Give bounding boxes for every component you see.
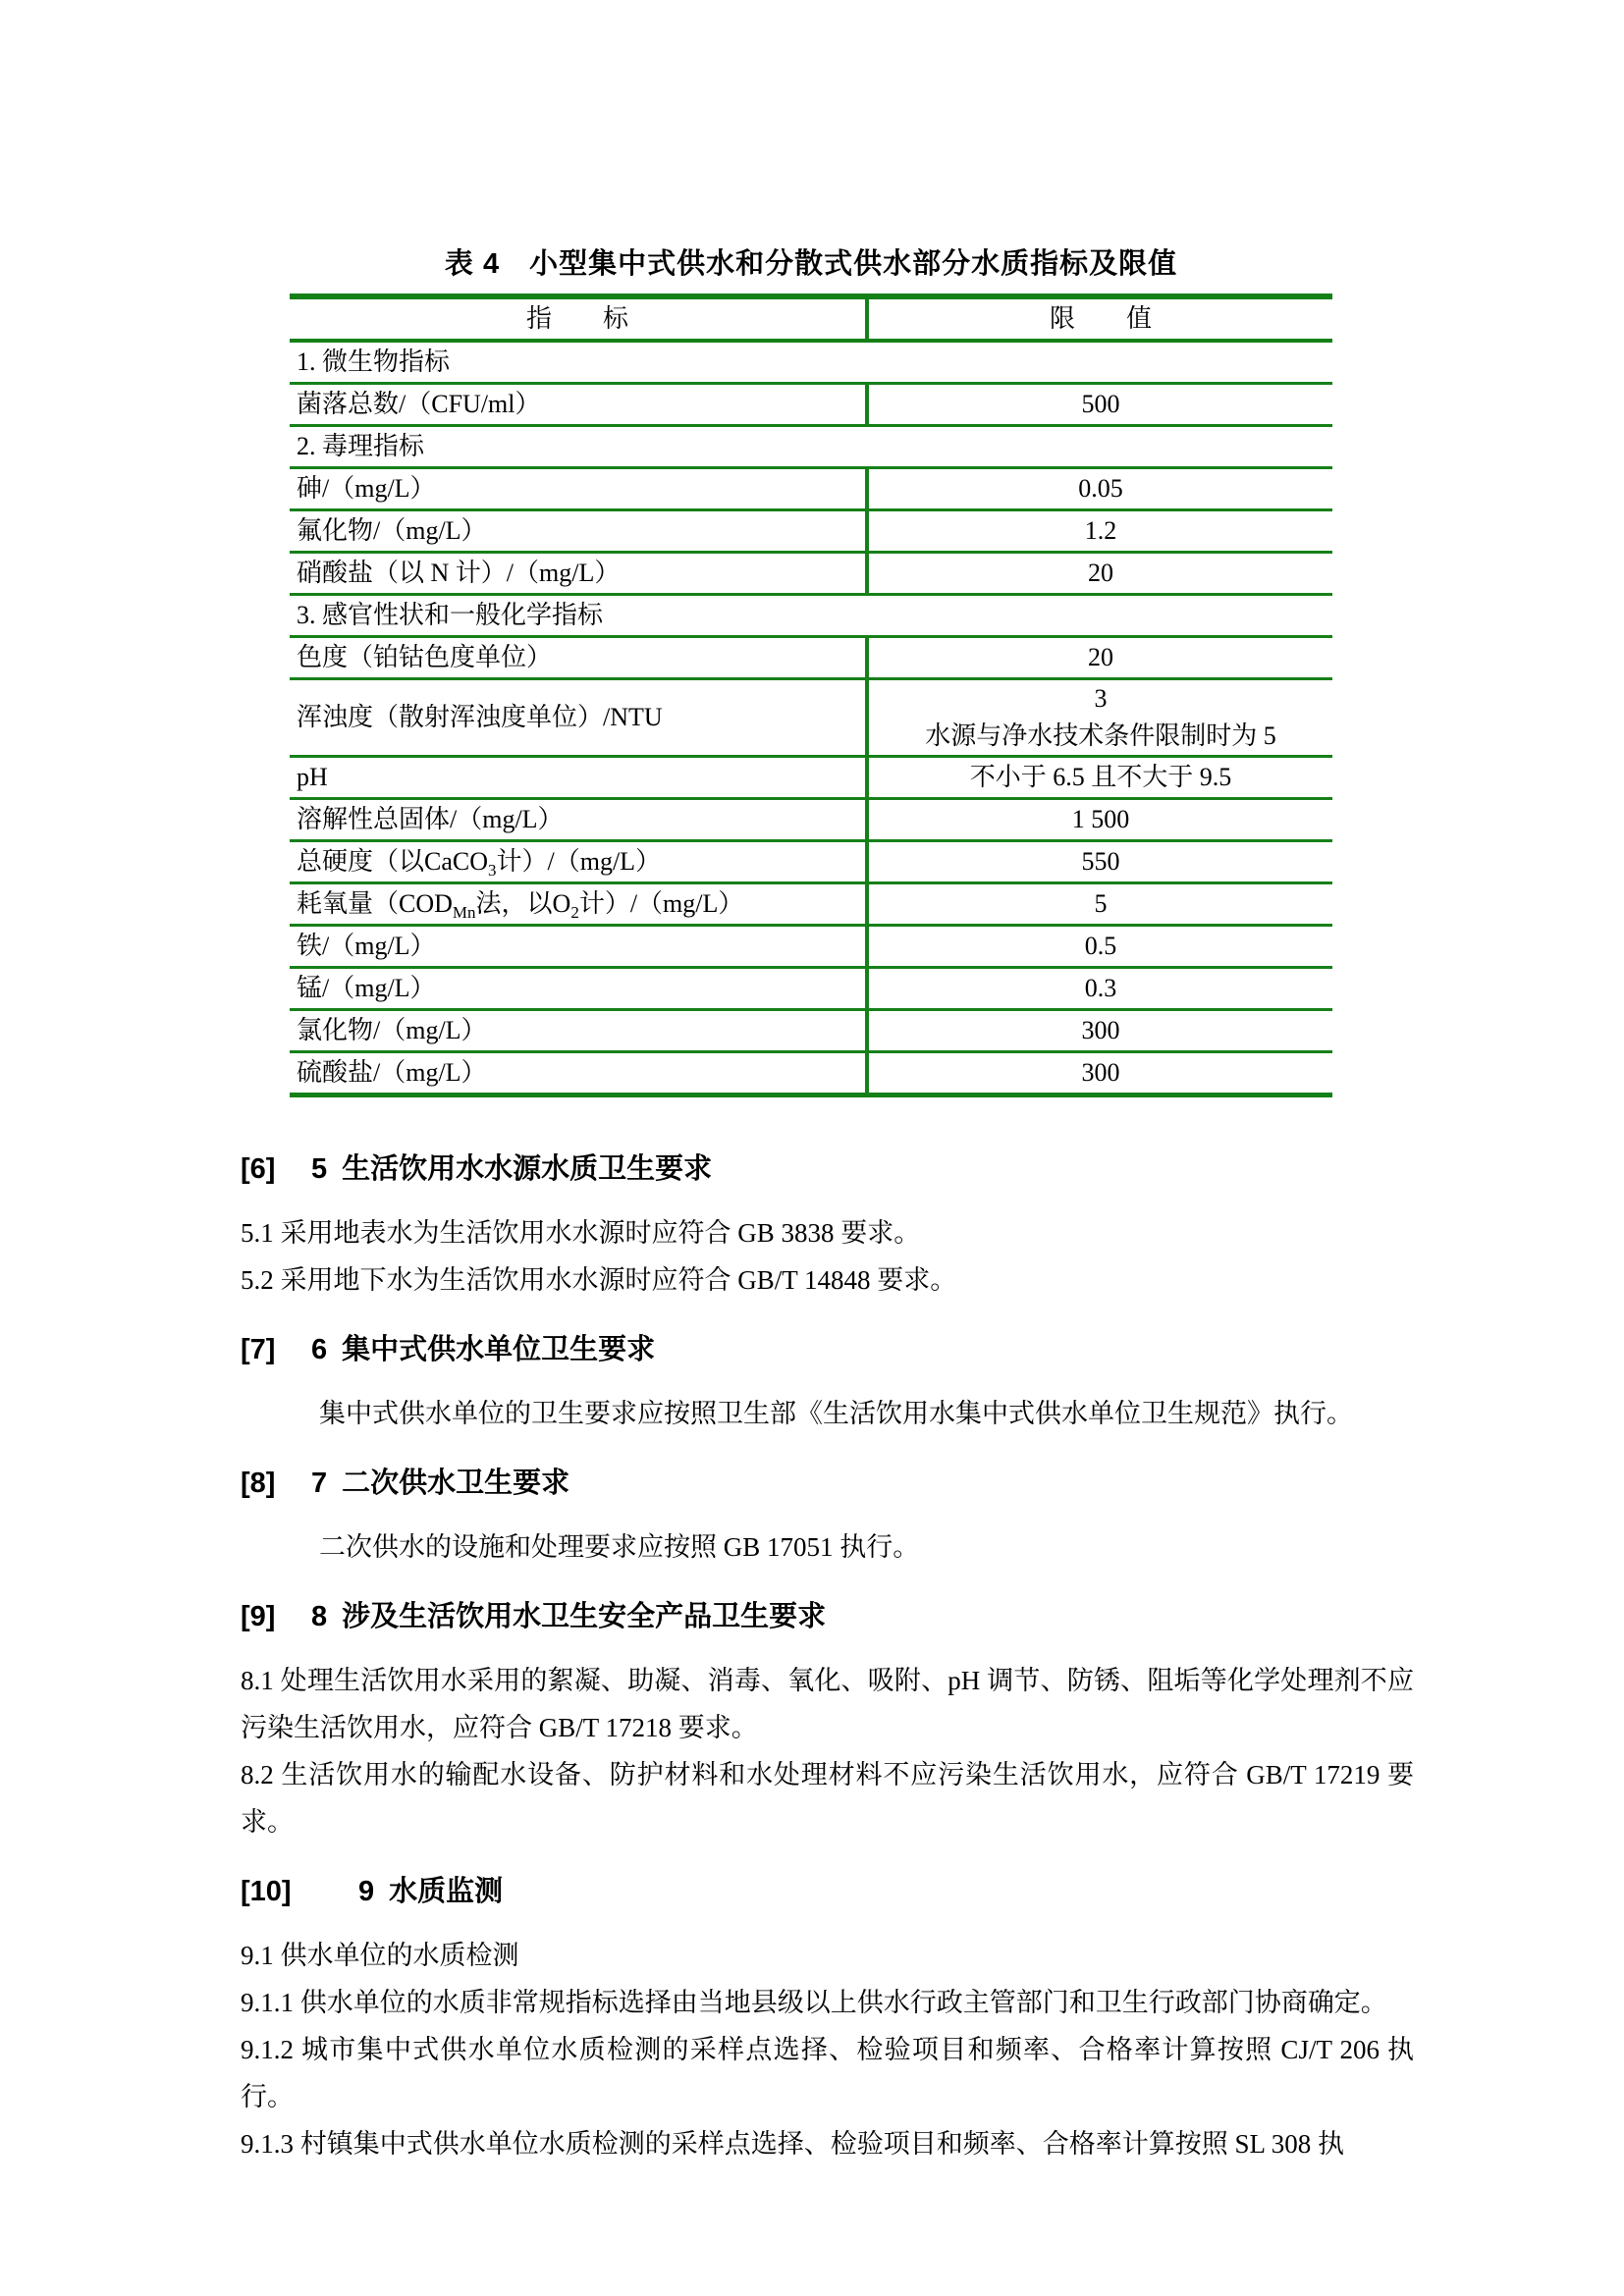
indicator-cell: 菌落总数/（CFU/ml） bbox=[290, 384, 867, 426]
table-row bbox=[290, 1052, 1332, 1095]
table-section-row bbox=[290, 595, 1332, 637]
paragraph: 二次供水的设施和处理要求应按照 GB 17051 执行。 bbox=[319, 1532, 920, 1562]
paragraph: 集中式供水单位的卫生要求应按照卫生部《生活饮用水集中式供水单位卫生规范》执行。 bbox=[319, 1399, 1353, 1428]
table-row bbox=[290, 679, 1332, 757]
section-7-body bbox=[241, 1523, 1414, 1571]
limit-cell: 1 500 bbox=[867, 799, 1332, 841]
section-6-body bbox=[241, 1390, 1414, 1437]
limit-cell: 300 bbox=[867, 1010, 1332, 1052]
paragraph: 9.1.1 供水单位的水质非常规指标选择由当地县级以上供水行政主管部门和卫生行政部门协商确定。 bbox=[241, 1988, 1387, 2017]
limit-cell: 20 bbox=[867, 553, 1332, 595]
revision-marker: [7] bbox=[241, 1334, 276, 1365]
indicator-cell: 溶解性总固体/（mg/L） bbox=[290, 799, 867, 841]
section-number: 5 bbox=[311, 1153, 328, 1185]
table-row bbox=[290, 841, 1332, 883]
section-group-label: 3. 感官性状和一般化学指标 bbox=[290, 595, 1332, 637]
table4-caption: 表 4 小型集中式供水和分散式供水部分水质指标及限值 bbox=[444, 248, 1178, 280]
limit-cell: 0.5 bbox=[867, 926, 1332, 968]
limit-cell: 3 水源与净水技术条件限制时为 5 bbox=[867, 679, 1332, 757]
revision-marker: [9] bbox=[241, 1601, 276, 1632]
indicator-cell: 耗氧量（$COD_{Mn}$法，以$O_2$计）/（mg/L） bbox=[290, 883, 867, 926]
section-5-body bbox=[241, 1209, 1414, 1304]
revision-marker: [10] bbox=[241, 1876, 292, 1907]
table-row bbox=[290, 510, 1332, 553]
section-title: 生活饮用水水源水质卫生要求 bbox=[342, 1153, 713, 1185]
section-title: 水质监测 bbox=[389, 1876, 504, 1907]
paragraph: 5.2 采用地下水为生活饮用水水源时应符合 GB/T 14848 要求。 bbox=[241, 1265, 957, 1295]
section-number: 7 bbox=[311, 1468, 328, 1499]
limit-column-header: 限 值 bbox=[867, 296, 1332, 341]
limit-cell: 300 bbox=[867, 1052, 1332, 1095]
paragraph: 8.2 生活饮用水的输配水设备、防护材料和水处理材料不应污染生活饮用水，应符合 GB/T 17219 要求。 bbox=[241, 1760, 1414, 1837]
limit-cell: 1.2 bbox=[867, 510, 1332, 553]
paragraph: 9.1.2 城市集中式供水单位水质检测的采样点选择、检验项目和频率、合格率计算按照 CJ/T 206 执行。 bbox=[241, 2035, 1414, 2111]
section-6-heading bbox=[241, 1333, 1414, 1366]
section-8-body bbox=[241, 1657, 1414, 1845]
limit-cell: 不小于 6.5 且不大于 9.5 bbox=[867, 757, 1332, 799]
table-section-row bbox=[290, 341, 1332, 384]
indicator-cell: 色度（铂钴色度单位） bbox=[290, 637, 867, 679]
revision-marker: [6] bbox=[241, 1153, 276, 1185]
indicator-cell: 氟化物/（mg/L） bbox=[290, 510, 867, 553]
table-section-row bbox=[290, 426, 1332, 468]
limit-cell: 0.05 bbox=[867, 468, 1332, 510]
table-row bbox=[290, 926, 1332, 968]
section-title: 集中式供水单位卫生要求 bbox=[342, 1334, 656, 1365]
section-number: 6 bbox=[311, 1334, 328, 1365]
section-number: 9 bbox=[358, 1876, 375, 1907]
section-title: 涉及生活饮用水卫生安全产品卫生要求 bbox=[342, 1601, 827, 1632]
section-title: 二次供水卫生要求 bbox=[342, 1468, 570, 1499]
paragraph: 8.1 处理生活饮用水采用的絮凝、助凝、消毒、氧化、吸附、pH 调节、防锈、阻垢等化学处理剂不应污染生活饮用水，应符合 GB/T 17218 要求。 bbox=[241, 1666, 1414, 1742]
section-group-label: 1. 微生物指标 bbox=[290, 341, 1332, 384]
table4-block bbox=[290, 241, 1332, 1097]
paragraph: 9.1 供水单位的水质检测 bbox=[241, 1941, 519, 1970]
table-row bbox=[290, 468, 1332, 510]
table-header-row bbox=[290, 296, 1332, 341]
table-row bbox=[290, 883, 1332, 926]
revision-marker: [8] bbox=[241, 1468, 276, 1499]
section-5 bbox=[241, 1152, 1414, 1304]
quality-table-body bbox=[290, 341, 1332, 1095]
section-6 bbox=[241, 1333, 1414, 1437]
limit-cell: 550 bbox=[867, 841, 1332, 883]
section-8 bbox=[241, 1600, 1414, 1845]
indicator-cell: 硝酸盐（以 N 计）/（mg/L） bbox=[290, 553, 867, 595]
section-number: 8 bbox=[311, 1601, 328, 1632]
water-quality-table bbox=[290, 294, 1332, 1097]
paragraph: 9.1.3 村镇集中式供水单位水质检测的采样点选择、检验项目和频率、合格率计算按照 SL 308 执 bbox=[241, 2129, 1345, 2159]
table-row bbox=[290, 968, 1332, 1010]
limit-cell: 0.3 bbox=[867, 968, 1332, 1010]
table-row bbox=[290, 384, 1332, 426]
section-9-body bbox=[241, 1932, 1414, 2167]
indicator-cell: 总硬度（以CaCO$_3$计）/（mg/L） bbox=[290, 841, 867, 883]
indicator-cell: 硫酸盐/（mg/L） bbox=[290, 1052, 867, 1095]
section-7 bbox=[241, 1467, 1414, 1571]
table-row bbox=[290, 1010, 1332, 1052]
limit-cell: 20 bbox=[867, 637, 1332, 679]
table-row bbox=[290, 799, 1332, 841]
limit-cell: 500 bbox=[867, 384, 1332, 426]
table-row bbox=[290, 637, 1332, 679]
section-9-heading bbox=[241, 1875, 1414, 1908]
indicator-cell: 氯化物/（mg/L） bbox=[290, 1010, 867, 1052]
indicator-cell: 砷/（mg/L） bbox=[290, 468, 867, 510]
table-row bbox=[290, 553, 1332, 595]
section-group-label: 2. 毒理指标 bbox=[290, 426, 1332, 468]
indicator-cell: 浑浊度（散射浑浊度单位）/NTU bbox=[290, 679, 867, 757]
indicator-cell: pH bbox=[290, 757, 867, 799]
section-7-heading bbox=[241, 1467, 1414, 1500]
indicator-cell: 铁/（mg/L） bbox=[290, 926, 867, 968]
indicator-column-header: 指 标 bbox=[290, 296, 867, 341]
table-row bbox=[290, 757, 1332, 799]
indicator-cell: 锰/（mg/L） bbox=[290, 968, 867, 1010]
section-5-heading bbox=[241, 1152, 1414, 1186]
section-8-heading bbox=[241, 1600, 1414, 1633]
limit-cell: 5 bbox=[867, 883, 1332, 926]
section-9 bbox=[241, 1875, 1414, 2167]
paragraph: 5.1 采用地表水为生活饮用水水源时应符合 GB 3838 要求。 bbox=[241, 1218, 921, 1248]
